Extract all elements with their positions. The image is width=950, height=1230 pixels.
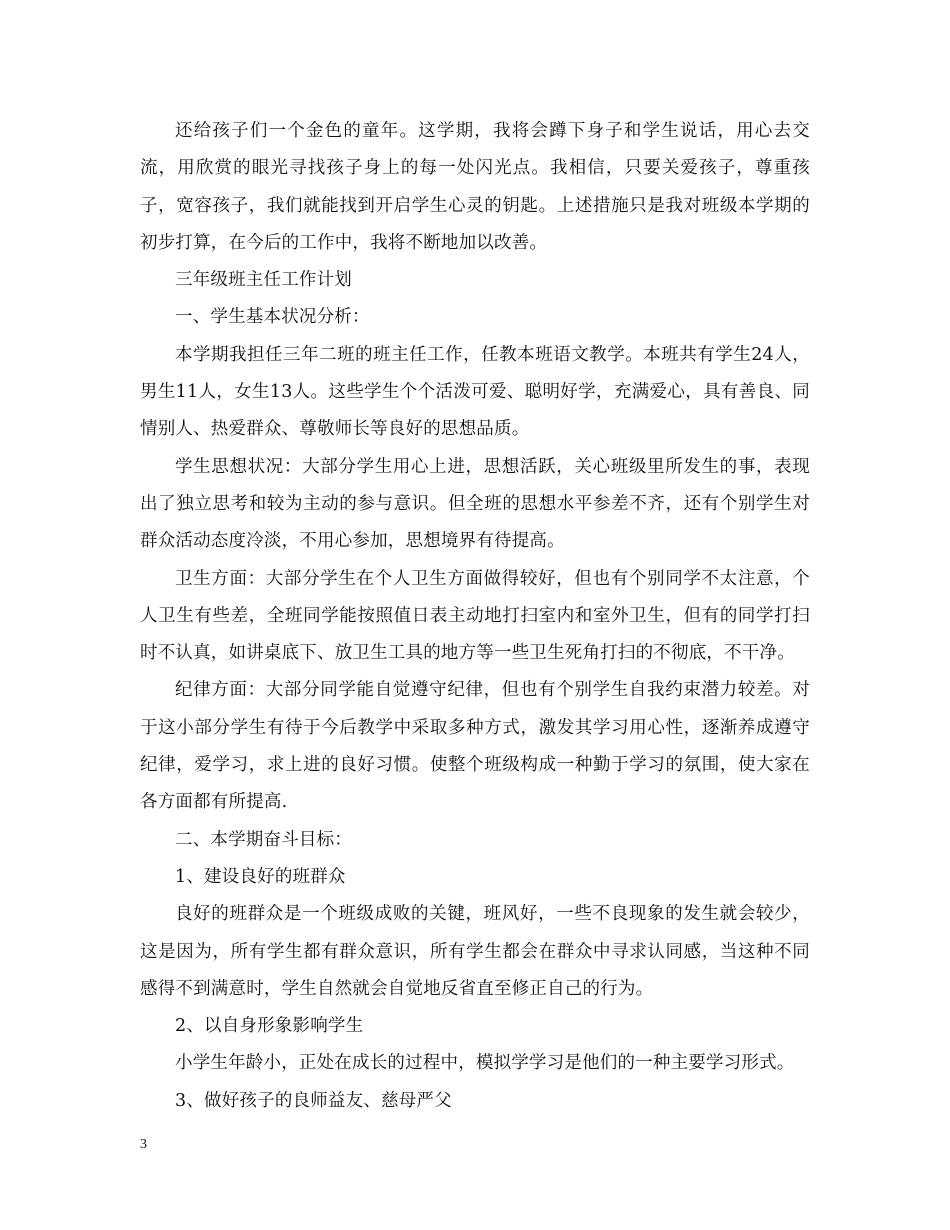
subheading-self-image: 2、以自身形象影响学生 — [175, 1016, 364, 1037]
subheading-build-class: 1、建设良好的班群众 — [175, 866, 346, 887]
document-body — [140, 113, 810, 1120]
paragraph-build-class: 良好的班群众是一个班级成败的关键，班风好，一些不良现象的发生就会较少，这是因为，所有学生都有群众意识，所有学生都会在群众中寻求认同感，当这种不同感得不到满意时，学生自然就会自觉地反省直至修正自己的行为。 — [140, 904, 810, 999]
paragraph-self-image: 小学生年龄小，正处在成长的过程中，模拟学学习是他们的一种主要学习形式。 — [175, 1053, 795, 1074]
page-number: 3 — [140, 1137, 147, 1152]
paragraph-hygiene: 卫生方面：大部分学生在个人卫生方面做得较好，但也有个别同学不太注意，个人卫生有些差，全班同学能按照值日表主动地打扫室内和室外卫生，但有的同学打扫时不认真，如讲桌底下、放卫生工具的地方等一些卫生死角打扫的不彻底，不干净。 — [140, 568, 810, 664]
document-title: 三年级班主任工作计划 — [175, 270, 352, 291]
paragraph-class-overview: 本学期我担任三年二班的班主任工作，任教本班语文教学。本班共有学生24人，男生11人，女生13人。这些学生个个活泼可爱、聪明好学，充满爱心，具有善良、同情别人、热爱群众、尊敬师长等良好的思想品质。 — [140, 344, 810, 440]
paragraph-discipline: 纪律方面：大部分同学能自觉遵守纪律，但也有个别学生自我约束潜力较差。对于这小部分学生有待于今后教学中采取多种方式，激发其学习用心性，逐渐养成遵守纪律，爱学习，求上进的良好习惯。使整个班级构成一种勤于学习的氛围，使大家在各方面都有所提高. — [140, 680, 810, 813]
section-heading-student-analysis: 一、学生基本状况分析： — [175, 307, 370, 328]
section-heading-goals: 二、本学期奋斗目标： — [175, 829, 352, 850]
subheading-mentor: 3、做好孩子的良师益友、慈母严父 — [175, 1090, 452, 1111]
paragraph-closing-remarks: 还给孩子们一个金色的童年。这学期，我将会蹲下身子和学生说话，用心去交流，用欣赏的眼光寻找孩子身上的每一处闪光点。我相信，只要关爱孩子，尊重孩子，宽容孩子，我们就能找到开启学生心灵的钥匙。上述措施只是我对班级本学期的初步打算，在今后的工作中，我将不断地加以改善。 — [140, 121, 810, 253]
paragraph-thought-status: 学生思想状况：大部分学生用心上进，思想活跃，关心班级里所发生的事，表现出了独立思考和较为主动的参与意识。但全班的思想水平参差不齐，还有个别学生对群众活动态度冷淡，不用心参加，思想境界有待提高。 — [140, 456, 810, 552]
